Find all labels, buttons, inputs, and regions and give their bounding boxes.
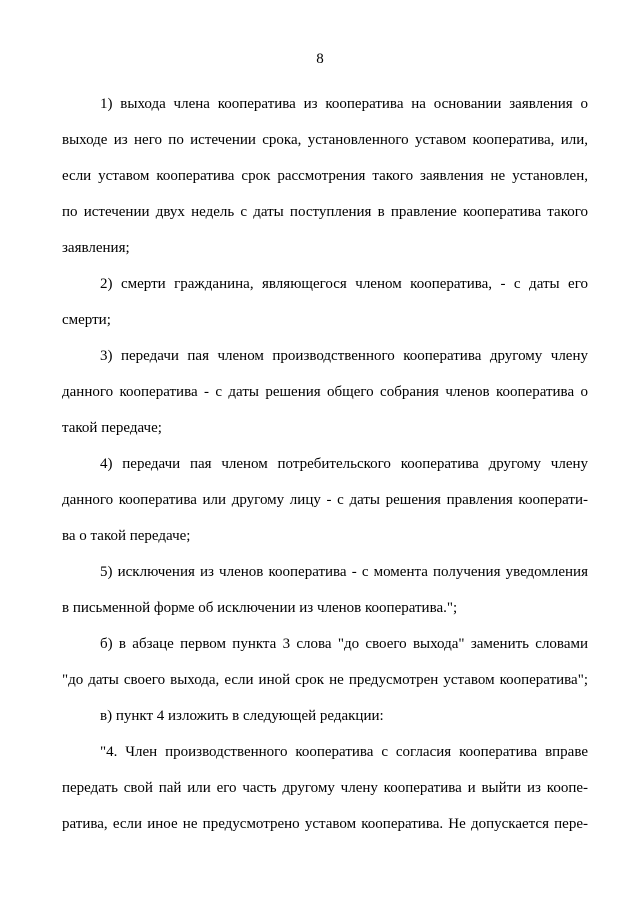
text-line: в) пункт 4 изложить в следующей редакции:: [100, 708, 384, 724]
text-line: данного кооператива или другому лицу - с даты решения правления кооперати-: [62, 492, 588, 508]
text-line: 1) выхода члена кооператива из кооператива на основании заявления о: [100, 96, 588, 112]
text-line: ратива, если иное не предусмотрено уставом кооператива. Не допускается пере-: [62, 816, 588, 832]
text-line: 2) смерти гражданина, являющегося членом кооператива, - с даты его: [100, 276, 588, 292]
text-line: в письменной форме об исключении из членов кооператива.";: [62, 600, 458, 616]
text-line: заявления;: [62, 240, 130, 256]
text-line: 4) передачи пая членом потребительского кооператива другому члену: [100, 456, 588, 472]
text-line: если уставом кооператива срок рассмотрения такого заявления не установлен,: [62, 168, 588, 184]
text-line: такой передаче;: [62, 420, 162, 436]
text-line: 3) передачи пая членом производственного кооператива другому члену: [100, 348, 588, 364]
text-line: "4. Член производственного кооператива с согласия кооператива вправе: [100, 744, 588, 760]
text-line: выходе из него по истечении срока, установленного уставом кооператива, или,: [62, 132, 588, 148]
text-line: данного кооператива - с даты решения общего собрания членов кооператива о: [62, 384, 588, 400]
text-line: 5) исключения из членов кооператива - с момента получения уведомления: [100, 564, 588, 580]
text-line: б) в абзаце первом пункта 3 слова "до своего выхода" заменить словами: [100, 636, 588, 652]
page-number: 8: [316, 51, 324, 67]
text-line: по истечении двух недель с даты поступления в правление кооператива такого: [62, 204, 588, 220]
text-line: ва о такой передаче;: [62, 528, 191, 544]
text-line: передать свой пай или его часть другому члену кооператива и выйти из коопе-: [62, 780, 588, 796]
text-line: "до даты своего выхода, если иной срок не предусмотрен уставом кооператива";: [62, 672, 588, 688]
text-line: смерти;: [62, 312, 111, 328]
